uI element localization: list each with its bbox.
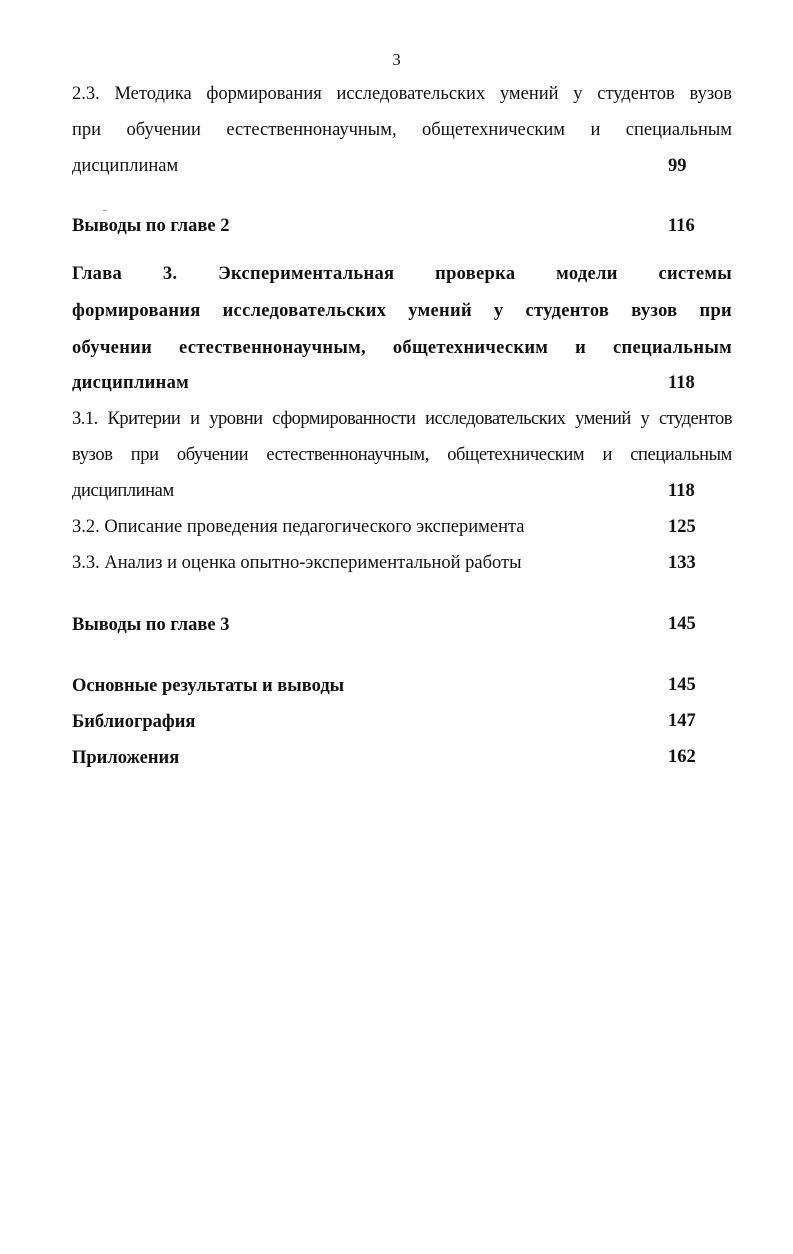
- toc-entry-3-1-page: 118: [668, 481, 695, 501]
- toc-entry-main-results-page: 145: [668, 675, 696, 695]
- toc-entry-conclusions-ch3-label: Выводы по главе 3: [72, 615, 230, 635]
- toc-entry-bibliography-label: Библиография: [72, 712, 196, 732]
- toc-entry-3-1-line-2: вузов при обучении естественнонаучным, общетехническим и специальным: [72, 445, 732, 465]
- scan-artifact-mark: [103, 210, 107, 211]
- toc-entry-conclusions-ch2-page: 116: [668, 216, 695, 236]
- toc-entry-3-2-label: 3.2. Описание проведения педагогического эксперимента: [72, 517, 525, 537]
- toc-entry-3-2-page: 125: [668, 517, 696, 537]
- toc-entry-appendices-page: 162: [668, 747, 696, 767]
- toc-entry-chapter-3-line-2: формирования исследовательских умений у студентов вузов при: [72, 301, 732, 321]
- toc-entry-chapter-3-line-3: обучении естественнонаучным, общетехническим и специальным: [72, 338, 732, 358]
- toc-entry-appendices-label: Приложения: [72, 748, 180, 768]
- toc-entry-chapter-3-line-4: дисциплинам: [72, 373, 190, 393]
- toc-entry-3-3-label: 3.3. Анализ и оценка опытно-экспериментальной работы: [72, 553, 522, 573]
- toc-entry-conclusions-ch2-label: Выводы по главе 2: [72, 216, 230, 236]
- toc-entry-chapter-3-page: 118: [668, 373, 695, 393]
- toc-entry-chapter-3-line-1: Глава 3. Экспериментальная проверка модели системы: [72, 264, 732, 284]
- toc-entry-2-3-line-2: при обучении естественнонаучным, общетехническим и специальным: [72, 120, 732, 140]
- toc-entry-3-1-line-3: дисциплинам: [72, 481, 174, 501]
- toc-entry-2-3-line-1: 2.3. Методика формирования исследовательских умений у студентов вузов: [72, 84, 732, 104]
- toc-entry-main-results-label: Основные результаты и выводы: [72, 676, 345, 696]
- toc-entry-3-3-page: 133: [668, 553, 696, 573]
- toc-entry-2-3-line-3: дисциплинам: [72, 156, 179, 176]
- toc-entry-conclusions-ch3-page: 145: [668, 614, 696, 634]
- toc-entry-bibliography-page: 147: [668, 711, 696, 731]
- toc-entry-2-3-page: 99: [668, 156, 687, 176]
- toc-entry-3-1-line-1: 3.1. Критерии и уровни сформированности исследовательских умений у студентов: [72, 409, 732, 429]
- page-number: 3: [392, 50, 401, 69]
